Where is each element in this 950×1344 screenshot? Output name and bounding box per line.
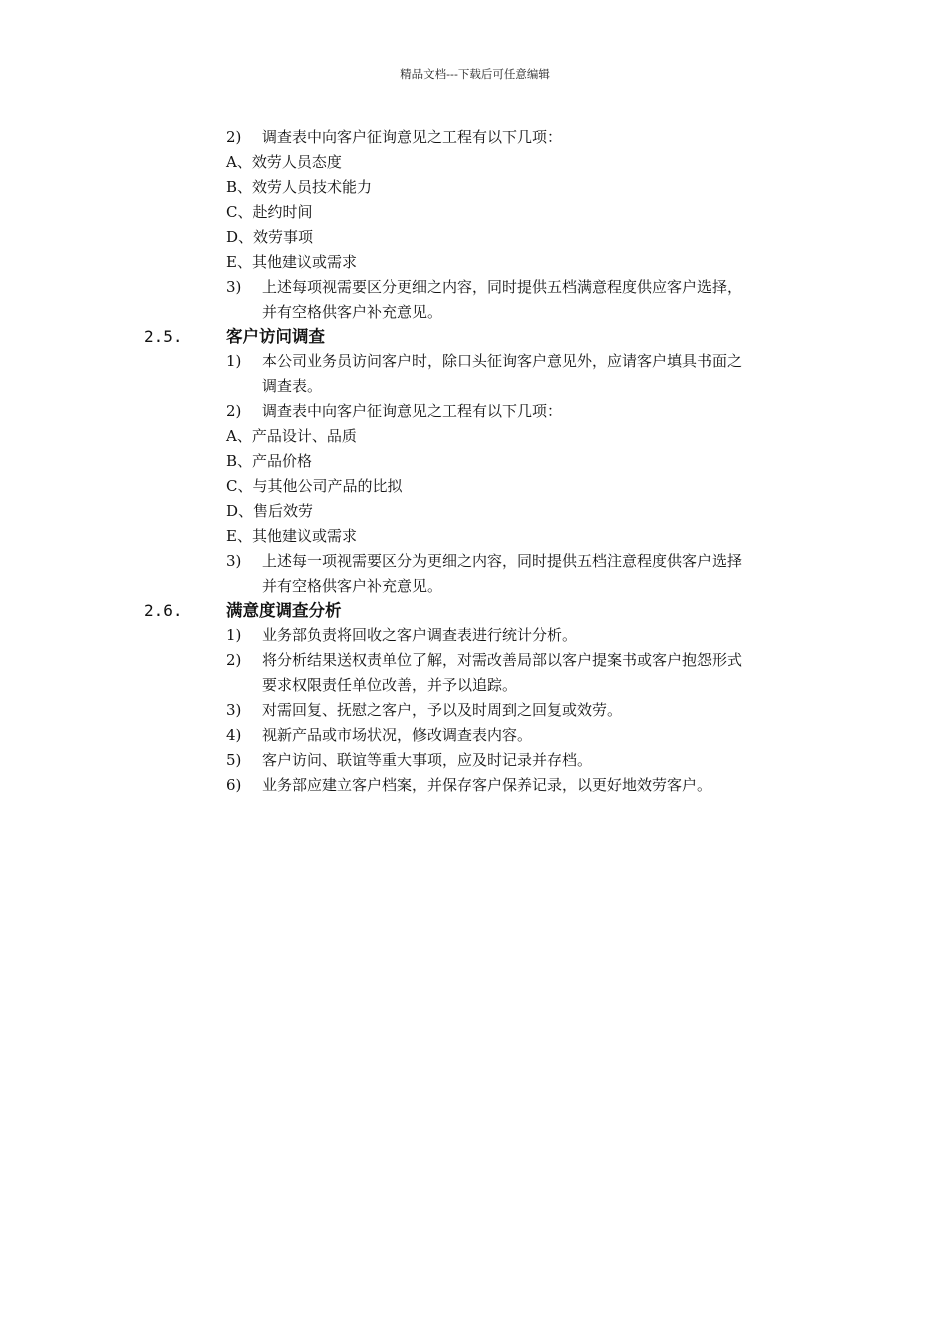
option-item: A、产品设计、品质 bbox=[226, 427, 357, 445]
section-number: 2.6. bbox=[144, 601, 183, 620]
item-text-continued: 并有空格供客户补充意见。 bbox=[262, 577, 443, 595]
option-item: D、售后效劳 bbox=[226, 502, 314, 520]
option-item: E、其他建议或需求 bbox=[226, 253, 357, 271]
item-number: 1) bbox=[226, 352, 242, 370]
item-text: 将分析结果送权责单位了解，对需改善局部以客户提案书或客户抱怨形式 bbox=[262, 651, 743, 669]
option-item: A、效劳人员态度 bbox=[226, 153, 342, 171]
item-number: 2) bbox=[226, 128, 242, 146]
item-text-continued: 调查表。 bbox=[262, 377, 323, 395]
item-text-continued: 要求权限责任单位改善，并予以追踪。 bbox=[262, 676, 518, 694]
item-number: 5) bbox=[226, 751, 242, 769]
option-item: B、产品价格 bbox=[226, 452, 313, 470]
item-number: 3) bbox=[226, 701, 242, 719]
item-text: 业务部应建立客户档案，并保存客户保养记录，以更好地效劳客户。 bbox=[262, 776, 713, 794]
item-text: 调查表中向客户征询意见之工程有以下几项： bbox=[262, 128, 563, 146]
option-item: B、效劳人员技术能力 bbox=[226, 178, 373, 196]
page-header: 精品文档---下载后可任意编辑 bbox=[400, 67, 550, 81]
option-item: C、与其他公司产品的比拟 bbox=[226, 477, 403, 495]
item-text: 调查表中向客户征询意见之工程有以下几项： bbox=[262, 402, 563, 420]
item-text: 视新产品或市场状况，修改调查表内容。 bbox=[262, 726, 533, 744]
item-text: 客户访问、联谊等重大事项，应及时记录并存档。 bbox=[262, 751, 593, 769]
item-number: 4) bbox=[226, 726, 242, 744]
item-number: 1) bbox=[226, 626, 242, 644]
item-number: 3) bbox=[226, 278, 242, 296]
item-number: 3) bbox=[226, 552, 242, 570]
option-item: C、赴约时间 bbox=[226, 203, 313, 221]
option-item: D、效劳事项 bbox=[226, 228, 314, 246]
option-item: E、其他建议或需求 bbox=[226, 527, 357, 545]
item-text: 本公司业务员访问客户时，除口头征询客户意见外，应请客户填具书面之 bbox=[262, 352, 743, 370]
item-text: 上述每项视需要区分更细之内容，同时提供五档满意程度供应客户选择， bbox=[262, 278, 743, 296]
item-number: 6) bbox=[226, 776, 242, 794]
item-text: 上述每一项视需要区分为更细之内容，同时提供五档注意程度供客户选择 bbox=[262, 552, 743, 570]
section-number: 2.5. bbox=[144, 327, 183, 346]
item-text-continued: 并有空格供客户补充意见。 bbox=[262, 303, 443, 321]
section-title: 客户访问调查 bbox=[226, 327, 325, 346]
item-text: 业务部负责将回收之客户调查表进行统计分析。 bbox=[262, 626, 578, 644]
item-number: 2) bbox=[226, 651, 242, 669]
item-number: 2) bbox=[226, 402, 242, 420]
section-title: 满意度调查分析 bbox=[226, 601, 342, 620]
item-text: 对需回复、抚慰之客户，予以及时周到之回复或效劳。 bbox=[262, 701, 623, 719]
